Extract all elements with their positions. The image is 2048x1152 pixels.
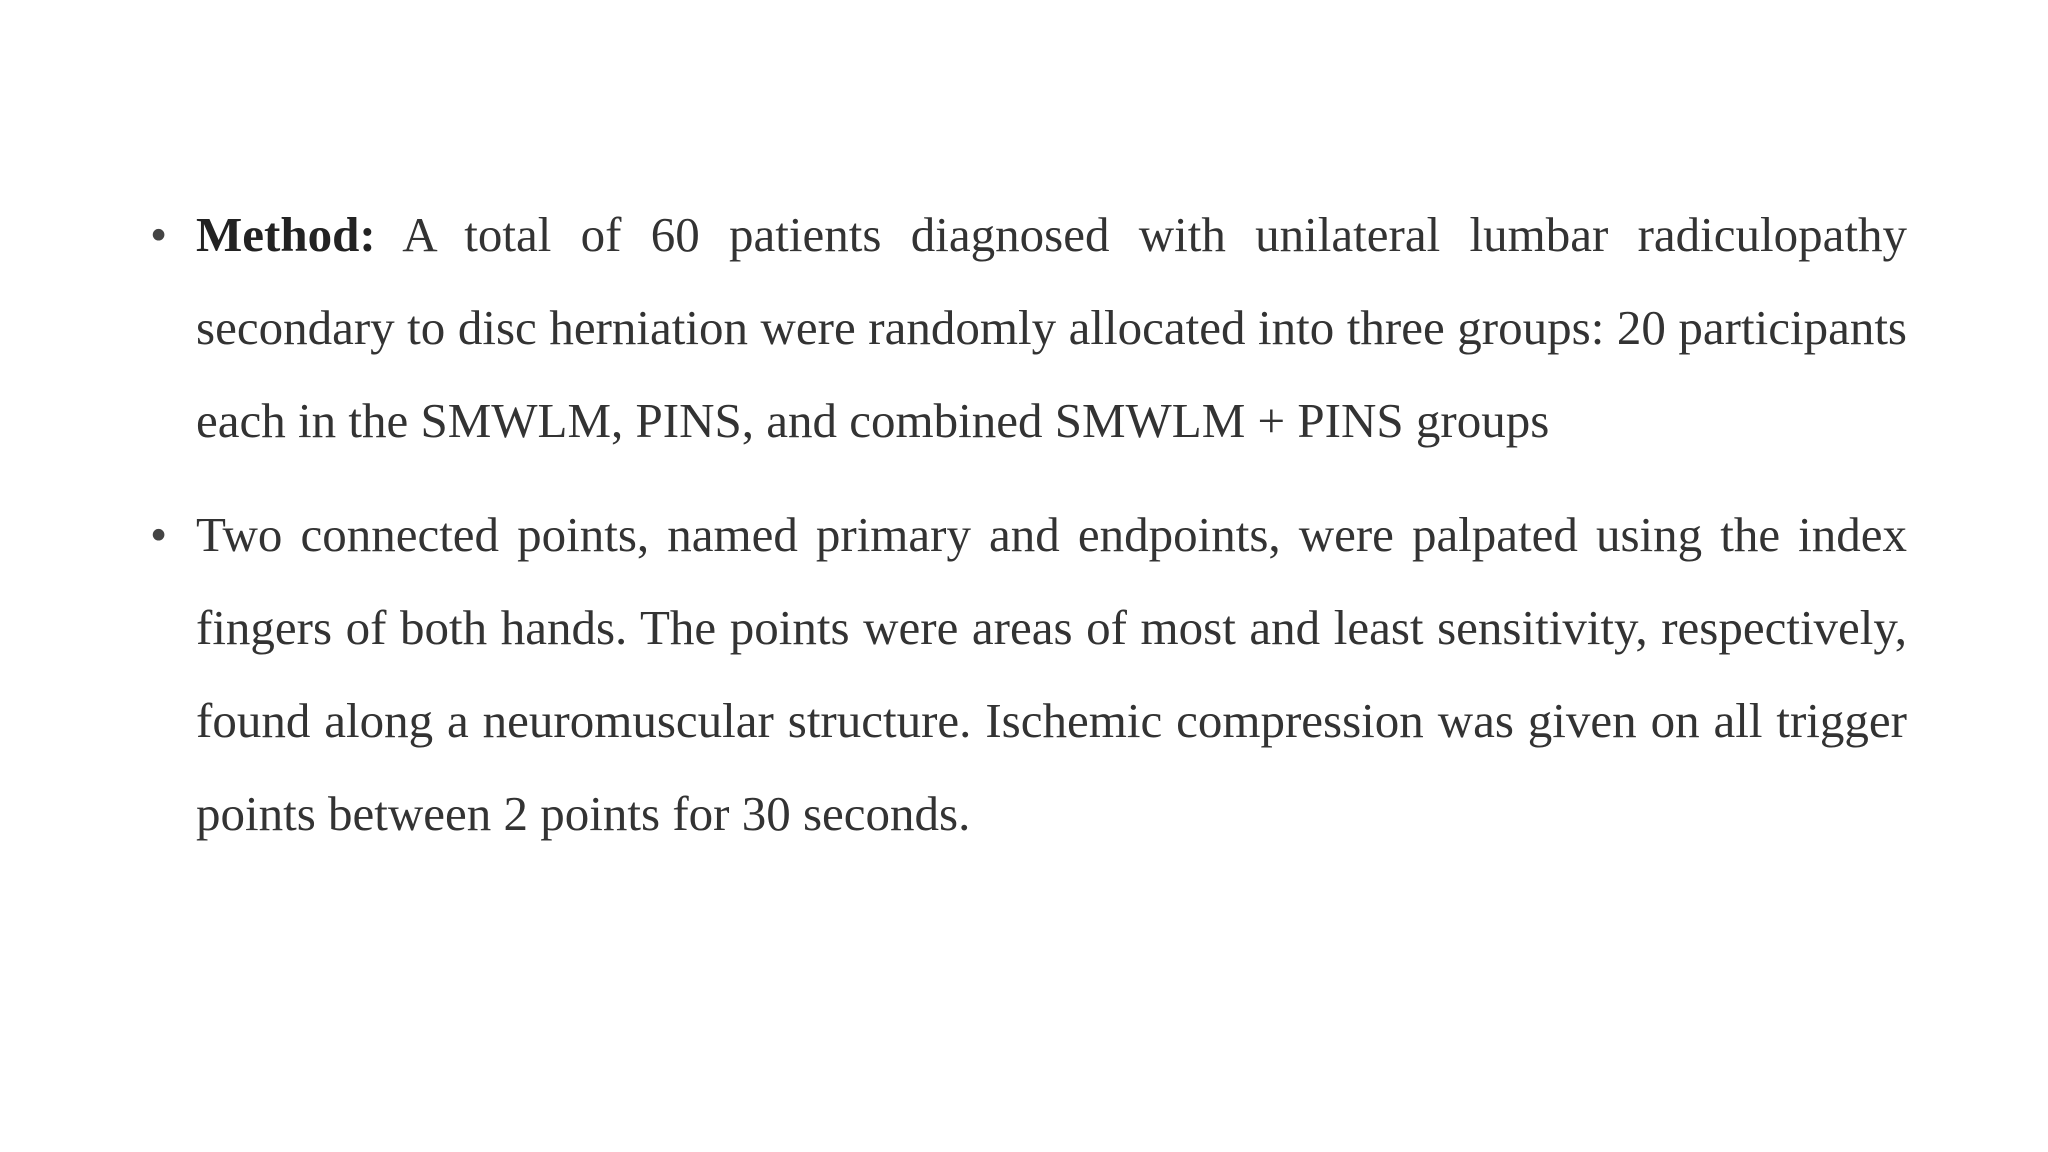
procedure-text: Two connected points, named primary and endpoints, were palpated using the index fingers of both hands. The points were areas of most and least sensitivity, respectively, found along a neuromuscular structure. Ischemic compression was given on all trigger points between 2 points for 30 seconds. (196, 507, 1907, 841)
bullet-dot-icon: • (150, 507, 168, 562)
bullet-text (196, 188, 1907, 467)
bullet-procedure (150, 488, 1907, 860)
bullet-dot-icon: • (150, 207, 168, 262)
method-label: Method: (196, 207, 376, 262)
bullet-method (150, 188, 1907, 467)
method-text: A total of 60 patients diagnosed with unilateral lumbar radiculopathy secondary to disc herniation were randomly allocated into three groups: 20 participants each in the SMWLM, PINS, and combined SMWLM + PINS groups (196, 207, 1907, 448)
bullet-list (150, 188, 1907, 860)
